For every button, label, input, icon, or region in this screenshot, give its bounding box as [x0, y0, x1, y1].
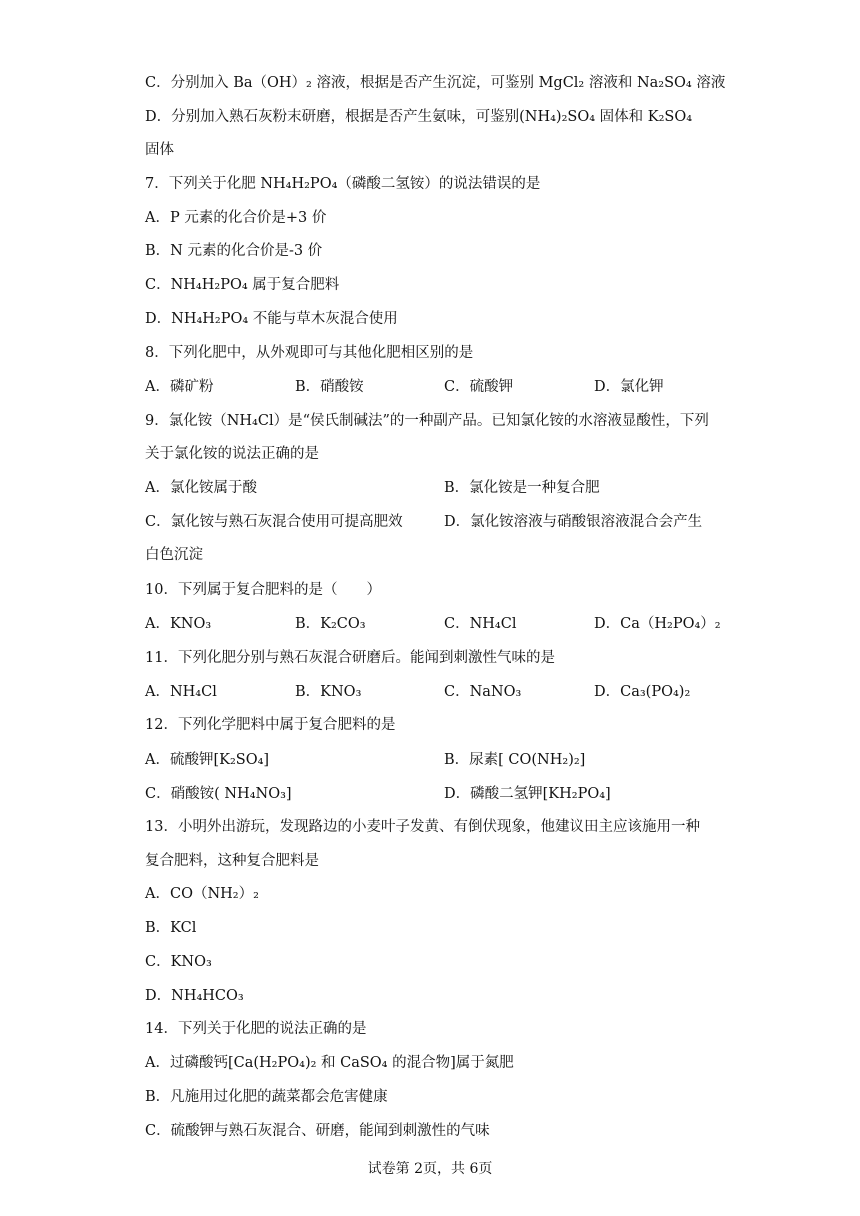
q7-stem: 7．下列关于化肥 NH₄H₂PO₄（磷酸二氢铵）的说法错误的是 [145, 176, 541, 192]
q10-option-c: C．NH₄Cl [444, 616, 517, 632]
q9-option-a: A．氯化铵属于酸 [145, 480, 257, 496]
q11-option-d: D．Ca₃(PO₄)₂ [594, 684, 691, 700]
q12-option-d: D．磷酸二氢钾[KH₂PO₄] [444, 786, 611, 802]
q8-stem: 8．下列化肥中，从外观即可与其他化肥相区别的是 [145, 345, 474, 361]
q13-option-d: D．NH₄HCO₃ [145, 988, 244, 1004]
q13-stem: 13．小明外出游玩，发现路边的小麦叶子发黄、有倒伏现象，他建议田主应该施用一种 [145, 819, 700, 835]
q14-option-c: C．硫酸钾与熟石灰混合、研磨，能闻到刺激性的气味 [145, 1123, 490, 1139]
q14-option-a: A．过磷酸钙[Ca(H₂PO₄)₂ 和 CaSO₄ 的混合物]属于氮肥 [145, 1055, 514, 1071]
q6-option-d: D．分别加入熟石灰粉末研磨，根据是否产生氨味，可鉴别(NH₄)₂SO₄ 固体和 K₂SO₄ [145, 109, 693, 125]
page-footer: 试卷第 2页，共 6页 [367, 1161, 493, 1177]
q14-option-b: B．凡施用过化肥的蔬菜都会危害健康 [145, 1089, 388, 1105]
q9-stem-cont: 关于氯化铵的说法正确的是 [145, 446, 319, 462]
q11-stem: 11．下列化肥分别与熟石灰混合研磨后。能闻到刺激性气味的是 [145, 650, 555, 666]
q10-option-b: B．K₂CO₃ [295, 616, 366, 632]
q12-option-b: B．尿素[ CO(NH₂)₂] [444, 752, 586, 768]
q8-option-d: D．氯化钾 [594, 379, 664, 395]
q9-option-b: B．氯化铵是一种复合肥 [444, 480, 600, 496]
q7-option-c: C．NH₄H₂PO₄ 属于复合肥料 [145, 277, 340, 293]
q13-option-b: B．KCl [145, 920, 197, 936]
q14-stem: 14．下列关于化肥的说法正确的是 [145, 1021, 367, 1037]
q6-option-c: C．分别加入 Ba（OH）₂ 溶液，根据是否产生沉淀，可鉴别 MgCl₂ 溶液和 Na₂SO₄ 溶液 [145, 75, 726, 91]
q7-option-a: A．P 元素的化合价是+3 价 [145, 210, 327, 226]
q8-option-c: C．硫酸钾 [444, 379, 514, 395]
q7-option-b: B．N 元素的化合价是-3 价 [145, 243, 323, 259]
q11-option-c: C．NaNO₃ [444, 684, 522, 700]
q6-option-d-cont: 固体 [145, 142, 174, 158]
q13-option-a: A．CO（NH₂）₂ [145, 886, 259, 902]
q8-option-b: B．硝酸铵 [295, 379, 364, 395]
q8-option-a: A．磷矿粉 [145, 379, 214, 395]
q11-option-a: A．NH₄Cl [145, 684, 217, 700]
q13-stem-cont: 复合肥料，这种复合肥料是 [145, 853, 319, 869]
q9-stem: 9．氯化铵（NH₄Cl）是“侯氏制碱法”的一种副产品。已知氯化铵的水溶液显酸性，下列 [145, 413, 709, 429]
q13-option-c: C．KNO₃ [145, 954, 212, 970]
q9-option-d-cont: 白色沉淀 [145, 547, 203, 563]
q12-option-a: A．硫酸钾[K₂SO₄] [145, 752, 270, 768]
q10-stem: 10．下列属于复合肥料的是（ ） [145, 582, 381, 598]
q12-stem: 12．下列化学肥料中属于复合肥料的是 [145, 717, 396, 733]
q9-option-d: D．氯化铵溶液与硝酸银溶液混合会产生 [444, 514, 703, 530]
q7-option-d: D．NH₄H₂PO₄ 不能与草木灰混合使用 [145, 311, 398, 327]
q10-option-a: A．KNO₃ [145, 616, 212, 632]
q10-option-d: D．Ca（H₂PO₄）₂ [594, 616, 721, 632]
q11-option-b: B．KNO₃ [295, 684, 362, 700]
q9-option-c: C．氯化铵与熟石灰混合使用可提高肥效 [145, 514, 403, 530]
q12-option-c: C．硝酸铵( NH₄NO₃] [145, 786, 292, 802]
